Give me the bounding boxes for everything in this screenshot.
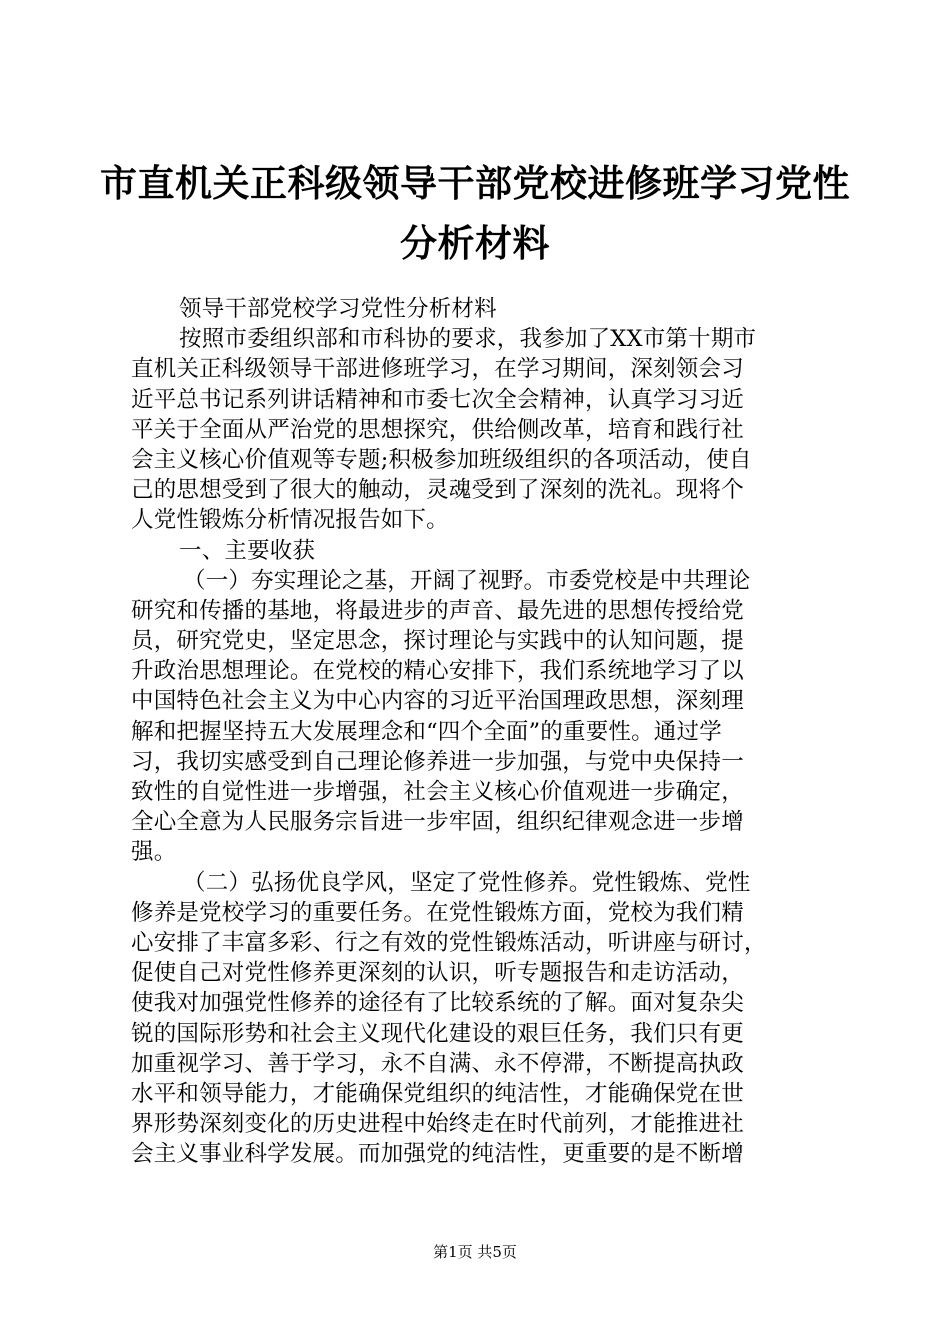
paragraph-line: 修养是党校学习的重要任务。在党性锻炼方面，党校为我们精: [131, 899, 744, 926]
paragraph-line: 近平总书记系列讲话精神和市委七次全会精神，认真学习习近: [131, 386, 744, 413]
paragraph-line: 水平和领导能力，才能确保党组织的纯洁性，才能确保党在世: [131, 1080, 744, 1107]
paragraph-line: 锐的国际形势和社会主义现代化建设的艰巨任务，我们只有更: [131, 1020, 744, 1047]
paragraph-line: 员，研究党史，坚定思念，探讨理论与实践中的认知问题，提: [131, 628, 744, 655]
document-body: [131, 294, 831, 1169]
paragraph-line: 心安排了丰富多彩、行之有效的党性锻炼活动，听讲座与研讨，: [131, 929, 767, 956]
paragraph-line: 会主义核心价值观等专题;积极参加班级组织的各项活动，使自: [131, 446, 752, 473]
page-footer: 第1页 共5页: [433, 1243, 517, 1261]
paragraph-line: 按照市委组织部和市科协的要求，我参加了XX市第十期市: [179, 326, 757, 353]
paragraph-line: （二）弘扬优良学风，坚定了党性修养。党性锻炼、党性: [183, 869, 751, 896]
paragraph-line: 直机关正科级领导干部进修班学习，在学习期间，深刻领会习: [131, 356, 744, 383]
paragraph-line: 习，我切实感受到自己理论修养进一步加强，与党中央保持一: [131, 748, 744, 775]
paragraph-line: 升政治思想理论。在党校的精心安排下，我们系统地学习了以: [131, 658, 744, 685]
document-title-line1: 市直机关正科级领导干部党校进修班学习党性: [100, 162, 850, 205]
paragraph-line: 会主义事业科学发展。而加强党的纯洁性，更重要的是不断增: [131, 1141, 744, 1168]
paragraph-line: 己的思想受到了很大的触动，灵魂受到了深刻的洗礼。现将个: [131, 477, 744, 504]
paragraph-line: 研究和传播的基地，将最进步的声音、最先进的思想传授给党: [131, 597, 744, 624]
paragraph-line: 促使自己对党性修养更深刻的认识，听专题报告和走访活动，: [131, 960, 744, 987]
paragraph-line: 强。: [131, 839, 177, 866]
paragraph-line: 平关于全面从严治党的思想探究，供给侧改革，培育和践行社: [131, 416, 744, 443]
paragraph-line: 致性的自觉性进一步增强，社会主义核心价值观进一步确定，: [131, 779, 744, 805]
paragraph-line: 加重视学习、善于学习，永不自满、永不停滞，不断提高执政: [131, 1050, 744, 1077]
subtitle-line: 领导干部党校学习党性分析材料: [179, 296, 497, 322]
paragraph-line: 使我对加强党性修养的途径有了比较系统的了解。面对复杂尖: [131, 990, 744, 1017]
paragraph-line: （一）夯实理论之基，开阔了视野。市委党校是中共理论: [183, 567, 751, 594]
paragraph-line: 全心全意为人民服务宗旨进一步牢固，组织纪律观念进一步增: [131, 809, 744, 836]
document-title-line2: 分析材料: [400, 222, 550, 265]
section-heading: 一、主要收获: [179, 537, 316, 564]
paragraph-line: 中国特色社会主义为中心内容的习近平治国理政思想，深刻理: [131, 688, 744, 715]
paragraph-line: 人党性锻炼分析情况报告如下。: [131, 507, 449, 534]
paragraph-line: 解和把握坚持五大发展理念和“四个全面”的重要性。通过学: [131, 718, 722, 745]
paragraph-line: 界形势深刻变化的历史进程中始终走在时代前列，才能推进社: [131, 1111, 744, 1138]
